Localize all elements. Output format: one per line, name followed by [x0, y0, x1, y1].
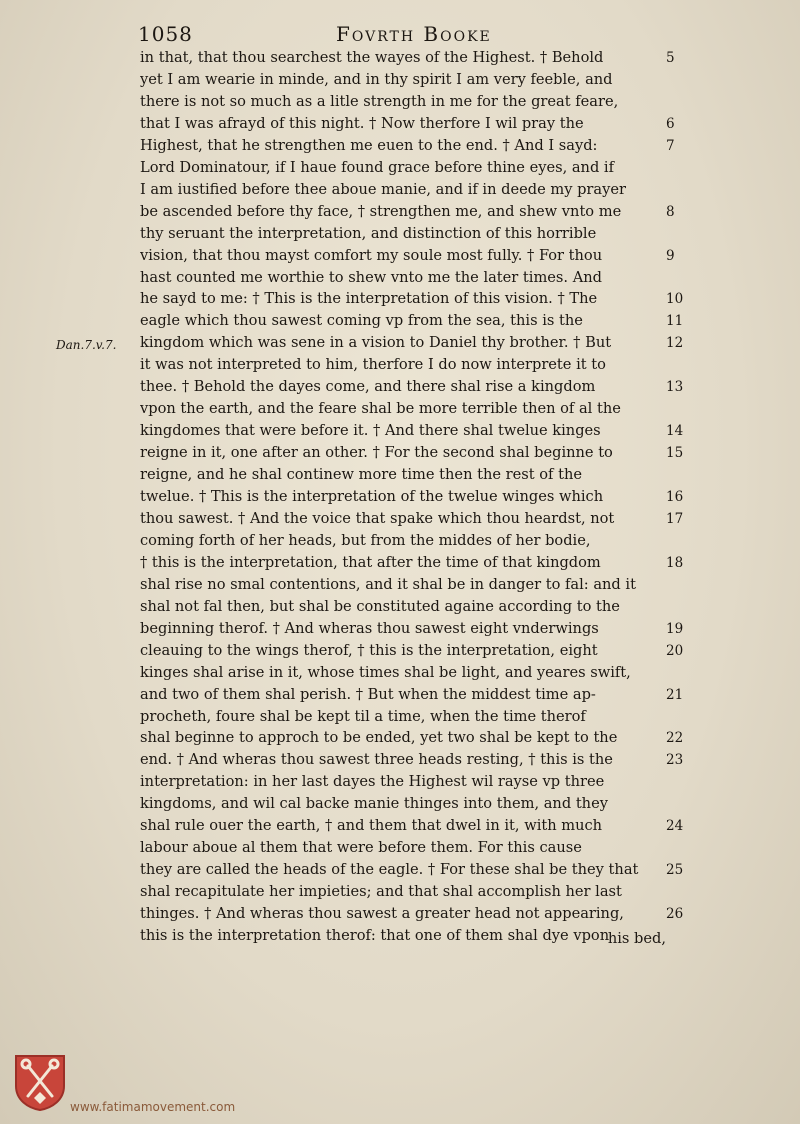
text-line: shal rise no smal contentions, and it shal be in danger to fal: and it — [140, 576, 636, 593]
text-line: thinges. † And wheras thou sawest a greater head not appearing, — [140, 905, 624, 922]
verse-number: 5 — [666, 50, 675, 66]
verse-number: 19 — [666, 621, 684, 637]
verse-number: 20 — [666, 643, 684, 659]
text-line: kingdom which was sene in a vision to Daniel thy brother. † But — [140, 334, 612, 351]
verse-number: 21 — [666, 687, 684, 703]
text-line: vision, that thou mayst comfort my soule most fully. † For thou — [140, 247, 603, 264]
text-line: kinges shal arise in it, whose times shal be light, and yeares swift, — [140, 664, 631, 681]
text-line: I am iustified before thee aboue manie, and if in deede my prayer — [140, 181, 626, 198]
catchword: his bed, — [607, 930, 666, 947]
text-line: there is not so much as a litle strength in me for the great feare, — [140, 93, 619, 110]
text-line: hast counted me worthie to shew vnto me the later times. And — [140, 269, 602, 286]
verse-number: 16 — [666, 489, 684, 505]
text-line: interpretation: in her last dayes the Highest wil rayse vp three — [140, 773, 605, 790]
text-line: cleauing to the wings therof, † this is the interpretation, eight — [140, 642, 598, 659]
text-line: thee. † Behold the dayes come, and there shal rise a kingdom — [140, 378, 596, 395]
verse-number: 18 — [666, 555, 684, 571]
running-title: Fovrth Booke — [336, 22, 492, 46]
verse-number: 9 — [666, 248, 675, 264]
text-line: labour aboue al them that were before them. For this cause — [140, 839, 582, 856]
text-line: thy seruant the interpretation, and distinction of this horrible — [140, 225, 597, 242]
text-line: Highest, that he strengthen me euen to the end. † And I sayd: — [140, 137, 598, 154]
verse-number: 7 — [666, 138, 675, 154]
margin-note: Dan.7.v.7. — [56, 338, 117, 352]
text-line: end. † And wheras thou sawest three heads resting, † this is the — [140, 751, 613, 768]
text-line: yet I am wearie in minde, and in thy spirit I am very feeble, and — [140, 71, 613, 88]
text-line: this is the interpretation therof: that one of them shal dye vpon — [140, 927, 610, 944]
text-line: kingdoms, and wil cal backe manie thinges into them, and they — [140, 795, 608, 812]
text-line: thou sawest. † And the voice that spake which thou heardst, not — [140, 510, 615, 527]
text-line: reigne in it, one after an other. † For the second shal beginne to — [140, 444, 613, 461]
text-line: kingdomes that were before it. † And there shal twelue kinges — [140, 422, 601, 439]
verse-number: 13 — [666, 379, 684, 395]
text-line: be ascended before thy face, † strengthen me, and shew vnto me — [140, 203, 622, 220]
page-header — [138, 22, 688, 50]
text-line: in that, that thou searchest the wayes of the Highest. † Behold — [140, 49, 604, 66]
verse-number: 10 — [666, 291, 684, 307]
text-line: Lord Dominatour, if I haue found grace before thine eyes, and if — [140, 159, 615, 176]
text-line: shal rule ouer the earth, † and them that dwel in it, with much — [140, 817, 603, 834]
text-line: that I was afrayd of this night. † Now therfore I wil pray the — [140, 115, 584, 132]
verse-number: 22 — [666, 730, 684, 746]
text-line: vpon the earth, and the feare shal be more terrible then of al the — [140, 400, 621, 417]
text-line: eagle which thou sawest coming vp from the sea, this is the — [140, 312, 583, 329]
text-line: he sayd to me: † This is the interpretation of this vision. † The — [140, 290, 598, 307]
papal-keys-logo-icon — [12, 1052, 68, 1112]
verse-number: 14 — [666, 423, 684, 439]
text-line: shal not fal then, but shal be constituted againe according to the — [140, 598, 620, 615]
verse-number: 8 — [666, 204, 675, 220]
verse-number: 11 — [666, 313, 684, 329]
verse-number: 24 — [666, 818, 684, 834]
verse-number: 23 — [666, 752, 684, 768]
verse-number: 25 — [666, 862, 684, 878]
website-link[interactable]: www.fatimamovement.com — [70, 1100, 236, 1114]
text-line: † this is the interpretation, that after the time of that kingdom — [140, 554, 601, 571]
text-line: they are called the heads of the eagle. † For these shal be they that — [140, 861, 639, 878]
text-line: twelue. † This is the interpretation of the twelue winges which — [140, 488, 604, 505]
text-line: it was not interpreted to him, therfore I do now interprete it to — [140, 356, 606, 373]
text-line: procheth, foure shal be kept til a time, when the time therof — [140, 708, 586, 725]
verse-number: 6 — [666, 116, 675, 132]
page-number: 1058 — [138, 22, 193, 46]
text-line: shal beginne to approch to be ended, yet two shal be kept to the — [140, 729, 618, 746]
text-line: shal recapitulate her impieties; and that shal accomplish her last — [140, 883, 622, 900]
verse-number: 17 — [666, 511, 684, 527]
verse-number: 15 — [666, 445, 684, 461]
text-line: beginning therof. † And wheras thou sawest eight vnderwings — [140, 620, 599, 637]
verse-number: 26 — [666, 906, 684, 922]
text-line: and two of them shal perish. † But when the middest time ap- — [140, 686, 596, 703]
verse-number: 12 — [666, 335, 684, 351]
text-line: coming forth of her heads, but from the middes of her bodie, — [140, 532, 591, 549]
text-line: reigne, and he shal continew more time then the rest of the — [140, 466, 582, 483]
